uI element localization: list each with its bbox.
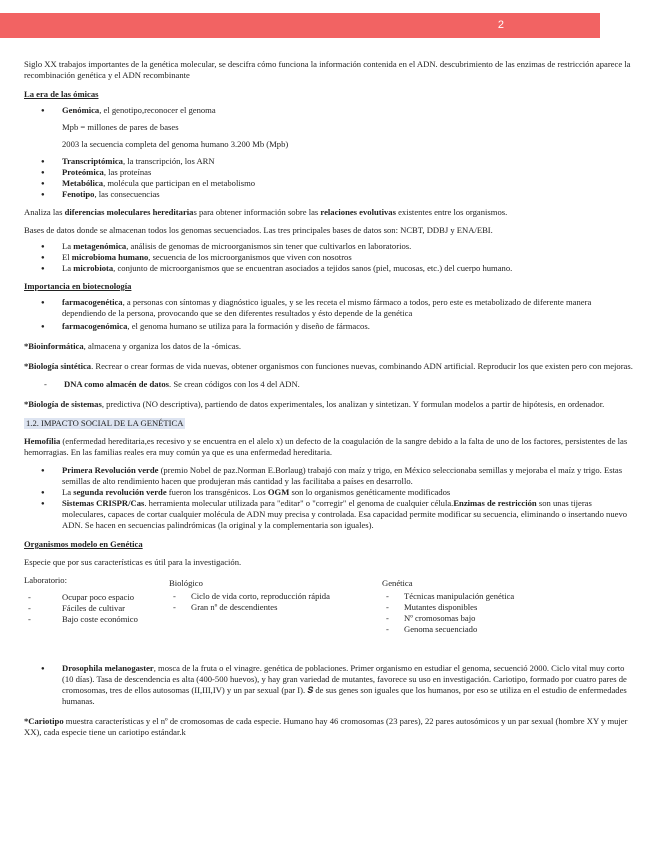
column-genetica: [382, 578, 582, 635]
document-body: [24, 59, 634, 738]
list-item: - DNA como almacén de datos. Se crean códigos con los 4 del ADN.: [24, 379, 634, 390]
biotec-list: [24, 297, 634, 332]
column-laboratorio: [24, 575, 174, 625]
dna-list: [24, 379, 634, 390]
page-number: 2: [497, 19, 504, 31]
hemofilia-paragraph: Hemofilia (enfermedad hereditaria,es recesivo y se encuentra en el alelo x) un defecto de la coagulación de la sangre debido a la falta de uno de los factores, persistentes de las hemorragias. En las familias reales era muy común ya que es una enfermedad hereditaria.: [24, 436, 628, 457]
list-item: - Nº cromosomas bajo: [382, 613, 582, 624]
list-item: - Ocupar poco espacio: [24, 592, 174, 603]
column-biologico: [169, 578, 389, 613]
modelo-columns: [24, 575, 634, 637]
biologia-sintetica-paragraph: *Biología sintética. Recrear o crear formas de vida nuevas, obtener organismos con funciones nuevas, combinando ADN artificial. Reproducir los que existen pero con mejoras.: [24, 361, 633, 371]
analiza-paragraph: Analiza las diferencias moleculares hereditarias para obtener información sobre las relaciones evolutivas existentes entre los organismos.: [24, 207, 508, 217]
list-item: - Técnicas manipulación genética: [382, 591, 582, 602]
list-item: ● Genómica, el genotipo,reconocer el genoma: [24, 105, 634, 116]
column-title: Genética: [382, 578, 413, 588]
biologia-sistemas-paragraph: *Biología de sistemas, predictiva (NO descriptiva), partiendo de datos experimentales, los analizan y sintetizan. Y formulan modelos a partir de hipótesis, en ordenador.: [24, 399, 605, 409]
heading-biotecnologia: Importancia en biotecnología: [24, 281, 132, 291]
drosophila-list: [24, 663, 634, 707]
list-item: ● La segunda revolución verde fueron los transgénicos. Los OGM son lo organismos genéticamente modificados: [24, 487, 634, 498]
list-item: ● farmacogenómica, el genoma humano se utiliza para la formación y diseño de fármacos.: [24, 321, 634, 332]
page-header-bar: [0, 13, 600, 38]
list-item: ● Primera Revolución verde (premio Nobel de paz.Norman E.Borlaug) trabajó con maíz y trigo, en México seleccionaba semillas y mejoraba el maíz y trigo. Estas semillas de alto rendimiento hacen que produjeran más cantidad y las facilitaba a países en desarrollo.: [24, 465, 634, 487]
list-item: ● Sistemas CRISPR/Cas. herramienta molecular utilizada para "editar" o "corregir" el genoma de cualquier célula.Enzimas de restricción son unas tijeras moleculares, capaces de cortar cualquier molécula de ADN muy precisa y controlada. Esa capacidad permite modificar su secuencia, eliminando o insertando nuevo ADN. Se hacen en secuencias palindrómicas (la original y la complementaria son iguales).: [24, 498, 634, 531]
list-item: - Ciclo de vida corto, reproducción rápida: [169, 591, 389, 602]
list-item: ● farmacogenética, a personas con síntomas y diagnóstico iguales, y se les receta el mismo fármaco a todos, pero este es metabolizado de diferente manera dependiendo de la persona, provocando que se den diferentes resultados y ésto depende de la genética: [24, 297, 634, 319]
column-list: [24, 592, 174, 625]
list-item: ● La metagenómica, análisis de genomas de microorganismos sin tener que cultivarlos en laboratorios.: [24, 241, 634, 252]
column-title: Laboratorio:: [24, 575, 67, 585]
list-item: - Gran nº de descendientes: [169, 602, 389, 613]
list-item: ● El microbioma humano, secuencia de los microorganismos que viven con nosotros: [24, 252, 634, 263]
intro-paragraph: Siglo XX trabajos importantes de la genética molecular, se descifra cómo funciona la información contenida en el ADN. descubrimiento de las enzimas de restricción aparece la recombinación genética y el ADN recombinante: [24, 59, 631, 80]
list-item: ● Drosophila melanogaster, mosca de la fruta o el vinagre. genética de poblaciones. Primer organismo en estudiar el genoma, secuenció 2000. Ciclo vital muy corto (10 días). Tasa de descendencia es alta (400-500 huevos), y hay gran variedad de mutantes, favorece su uso en investigación. Cariotipo, formado por cuatro pares de cromosomas, tres de ellos autosomas (II,III,IV) y un par sexual (par I). 𝑺 de sus genes son iguales que los humanos, por eso se utiliza en el estudio de enfermedades humanas.: [24, 663, 634, 707]
column-list: [382, 591, 582, 635]
heading-organismos-modelo: Organismos modelo en Genética: [24, 539, 143, 549]
list-item: - Fáciles de cultivar: [24, 603, 174, 614]
mpb-note: Mpb = millones de pares de bases: [62, 122, 179, 132]
list-item: - Genoma secuenciado: [382, 624, 582, 635]
column-list: [169, 591, 389, 613]
list-item: ● Transcriptómica, la transcripción, los ARN: [24, 156, 634, 167]
omicas-sublist: [24, 156, 634, 200]
list-item: ● Fenotipo, las consecuencias: [24, 189, 634, 200]
bases-datos-paragraph: Bases de datos donde se almacenan todos los genomas secuenciados. Las tres principales bases de datos son: NCBT, DDBJ y ENA/EBI.: [24, 225, 493, 235]
section-heading: 1.2. IMPACTO SOCIAL DE LA GENÉTICA: [26, 418, 184, 428]
bioinformatica-paragraph: *Bioinformática, almacena y organiza los datos de la -ómicas.: [24, 341, 242, 351]
genoma-2003-note: 2003 la secuencia completa del genoma humano 3.200 Mb (Mpb): [62, 139, 289, 149]
revolucion-list: [24, 465, 634, 531]
micro-list: [24, 241, 634, 274]
column-title: Biológico: [169, 578, 203, 588]
list-item: ● Proteómica, las proteínas: [24, 167, 634, 178]
list-item: ● La microbiota, conjunto de microorganismos que se encuentran asociados a tejidos sanos (piel, mucosas, etc.) del cuerpo humano.: [24, 263, 634, 274]
cariotipo-paragraph: *Cariotipo muestra características y el nº de cromosomas de cada especie. Humano hay 46 cromosomas (23 pares), 22 pares autosómicos y un par sexual (hombre XY y mujer XX), cada especie tiene un cariotipo estándar.k: [24, 716, 628, 737]
list-item: - Mutantes disponibles: [382, 602, 582, 613]
list-item: - Bajo coste económico: [24, 614, 174, 625]
heading-omicas: La era de las ómicas: [24, 89, 99, 99]
modelo-intro: Especie que por sus características es útil para la investigación.: [24, 557, 242, 567]
omicas-list: [24, 105, 634, 116]
list-item: ● Metabólica, molécula que participan en el metabolismo: [24, 178, 634, 189]
